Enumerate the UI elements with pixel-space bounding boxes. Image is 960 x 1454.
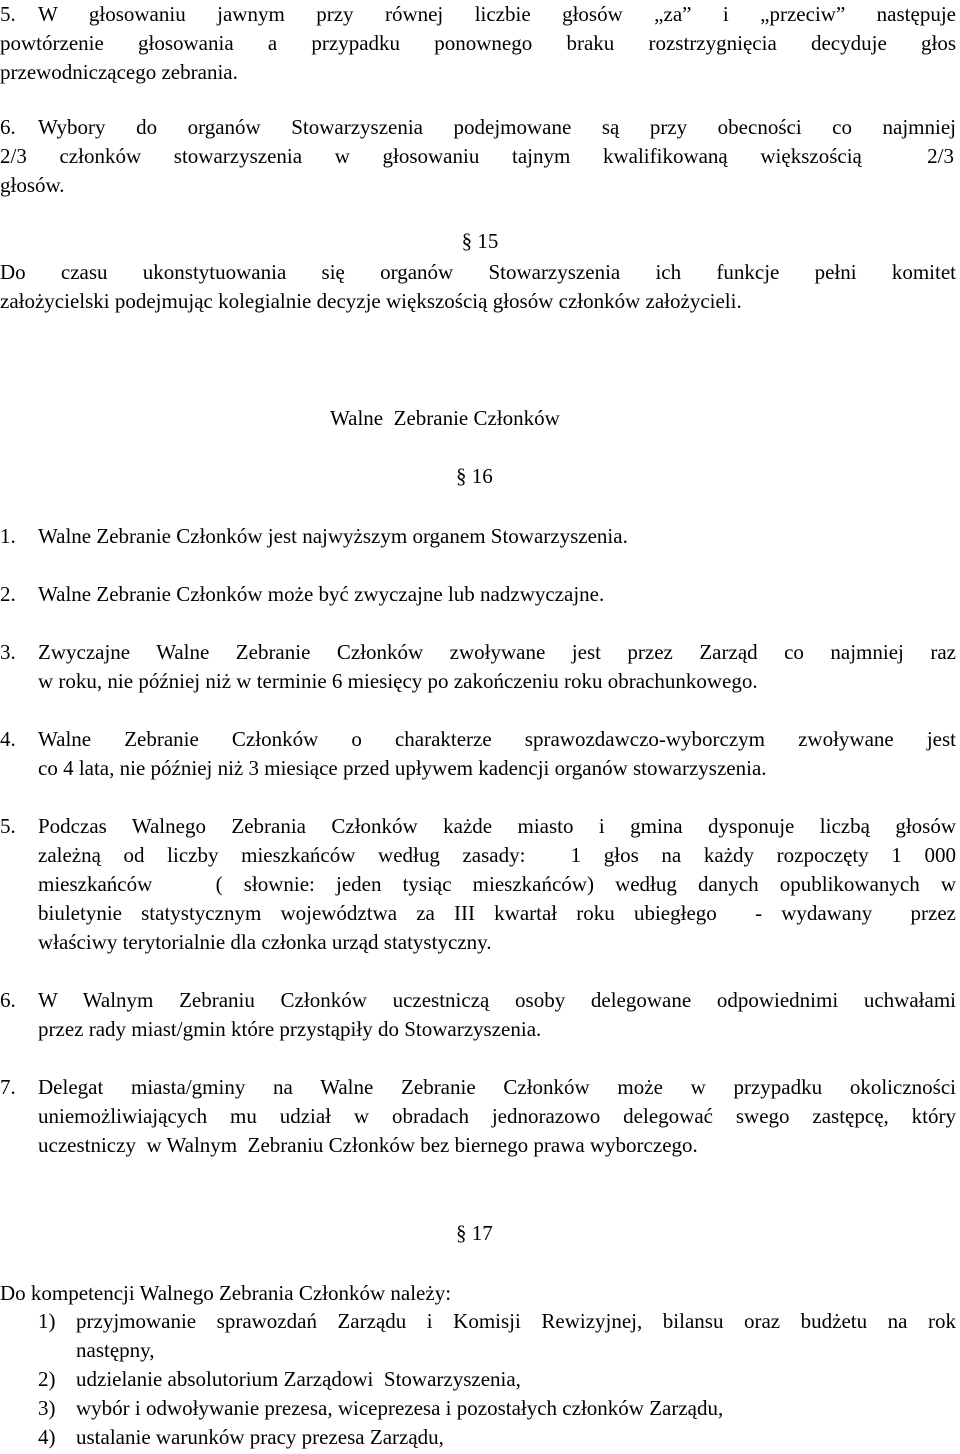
item-number: 2. <box>0 582 16 606</box>
list-item <box>0 0 960 90</box>
item-number: 3. <box>0 640 16 664</box>
item-line: W głosowaniu jawnym przy równej liczbie głosów „za” i „przeciw” następuje <box>38 2 956 26</box>
item-number: 5. <box>0 2 16 26</box>
item-line: Podczas Walnego Zebrania Członków każde miasto i gmina dysponuje liczbą głosów <box>38 814 956 838</box>
list-item <box>0 1073 960 1160</box>
list-item <box>0 1394 960 1423</box>
list-item <box>0 1423 960 1452</box>
item-number: 5. <box>0 814 16 838</box>
item-number: 6. <box>0 988 16 1012</box>
item-line: powtórzenie głosowania a przypadku ponownego braku rozstrzygnięcia decyduje głos <box>0 31 956 55</box>
item-line: uniemożliwiających mu udział w obradach jednorazowo delegować swego zastępcę, który <box>38 1104 956 1128</box>
item-line: co 4 lata, nie później niż 3 miesiące przed upływem kadencji organów stowarzyszenia. <box>38 756 767 780</box>
item-number: 4) <box>38 1425 56 1449</box>
item-line: Walne Zebranie Członków o charakterze sprawozdawczo-wyborczym zwoływane jest <box>38 727 956 751</box>
item-line: ustalanie warunków pracy prezesa Zarządu, <box>76 1425 444 1449</box>
item-number: 7. <box>0 1075 16 1099</box>
item-line: Walne Zebranie Członków jest najwyższym organem Stowarzyszenia. <box>38 524 628 548</box>
item-number: 6. <box>0 115 16 139</box>
section-heading: § 15 <box>461 229 499 253</box>
item-line: następny, <box>76 1338 155 1362</box>
list-item <box>0 638 960 696</box>
item-line: zależną od liczby mieszkańców według zasady: 1 głos na każdy rozpoczęty 1 000 <box>38 843 956 867</box>
item-line: udzielanie absolutorium Zarządowi Stowarzyszenia, <box>76 1367 521 1391</box>
item-line: Wybory do organów Stowarzyszenia podejmowane są przy obecności co najmniej <box>38 115 956 139</box>
item-line: biuletynie statystycznym województwa za III kwartał roku ubiegłego - wydawany przez <box>38 901 956 925</box>
list-item <box>0 986 960 1044</box>
item-line: wybór i odwoływanie prezesa, wiceprezesa i pozostałych członków Zarządu, <box>76 1396 724 1420</box>
section-14-tail <box>0 0 960 210</box>
item-line: Delegat miasta/gminy na Walne Zebranie Członków może w przypadku okoliczności <box>38 1075 956 1099</box>
item-line: przez rady miast/gmin które przystąpiły do Stowarzyszenia. <box>38 1017 542 1041</box>
list-item <box>0 1365 960 1394</box>
item-line: W Walnym Zebraniu Członków uczestniczą osoby delegowane odpowiednimi uchwałami <box>38 988 956 1012</box>
item-line: Zwyczajne Walne Zebranie Członków zwoływane jest przez Zarząd co najmniej raz <box>38 640 956 664</box>
item-number: 2) <box>38 1367 56 1391</box>
list-item <box>0 522 960 551</box>
paragraph-line: założycielski podejmując kolegialnie decyzje większością głosów członków założycieli. <box>0 289 742 313</box>
list-item <box>0 1307 960 1365</box>
paragraph-line: Do czasu ukonstytuowania się organów Stowarzyszenia ich funkcje pełni komitet <box>0 260 956 284</box>
section-heading: § 17 <box>456 1221 493 1245</box>
item-line: głosów. <box>0 173 65 197</box>
section-15 <box>0 227 960 322</box>
section-16 <box>0 462 960 1172</box>
item-line: uczestniczy w Walnym Zebraniu Członków bez biernego prawa wyborczego. <box>38 1133 698 1157</box>
item-line: 2/3 członków stowarzyszenia w głosowaniu tajnym kwalifikowaną większością 2/3 <box>0 144 954 168</box>
list-item <box>0 580 960 609</box>
item-line: właściwy terytorialnie dla członka urząd statystyczny. <box>38 930 492 954</box>
item-number: 3) <box>38 1396 56 1420</box>
item-line: w roku, nie później niż w terminie 6 miesięcy po zakończeniu roku obrachunkowego. <box>38 669 758 693</box>
item-line: przewodniczącego zebrania. <box>0 60 238 84</box>
item-number: 1. <box>0 524 16 548</box>
list-item <box>0 113 960 203</box>
section-heading: § 16 <box>456 464 493 488</box>
item-line: Walne Zebranie Członków może być zwyczajne lub nadzwyczajne. <box>38 582 605 606</box>
list-item <box>0 812 960 957</box>
list-item <box>0 725 960 783</box>
item-line: przyjmowanie sprawozdań Zarządu i Komisji Rewizyjnej, bilansu oraz budżetu na rok <box>76 1309 956 1333</box>
section-intro: Do kompetencji Walnego Zebrania Członków należy: <box>0 1281 452 1305</box>
item-number: 4. <box>0 727 16 751</box>
item-number: 1) <box>38 1309 56 1333</box>
section-17 <box>0 1219 960 1449</box>
item-line: mieszkańców ( słownie: jeden tysiąc mieszkańców) według danych opublikowanych w <box>38 872 956 896</box>
chapter-title: Walne Zebranie Członków <box>330 406 560 430</box>
